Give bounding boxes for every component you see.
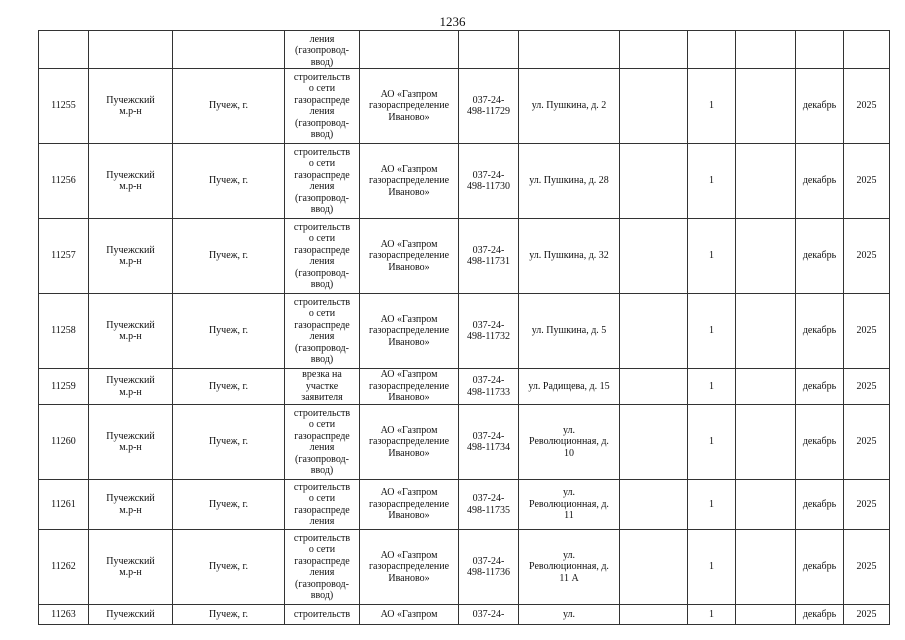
cell-code (459, 31, 519, 69)
cell-empty-1 (620, 144, 688, 219)
cell-address: ул. (519, 605, 620, 625)
table-row (39, 480, 890, 530)
cell-num: 11257 (39, 219, 89, 294)
table-row (39, 369, 890, 405)
cell-empty-2 (736, 294, 796, 369)
cell-locality: Пучеж, г. (173, 530, 285, 605)
cell-qty: 1 (688, 219, 736, 294)
cell-district: Пучежский м.р-н (89, 69, 173, 144)
cell-org: АО «Газпром газораспределение Иваново» (360, 144, 459, 219)
cell-purpose: строительств о сети газораспреде ления (285, 480, 360, 530)
cell-empty-2 (736, 605, 796, 625)
cell-num: 11263 (39, 605, 89, 625)
cell-month: декабрь (796, 405, 844, 480)
cell-purpose: строительств (285, 605, 360, 625)
table-row (39, 405, 890, 480)
cell-address: ул. Пушкина, д. 32 (519, 219, 620, 294)
cell-empty-2 (736, 69, 796, 144)
table-row-continuation (39, 31, 890, 69)
cell-qty: 1 (688, 405, 736, 480)
cell-purpose: строительств о сети газораспреде ления (газопровод- ввод) (285, 144, 360, 219)
cell-empty-2 (736, 31, 796, 69)
cell-year: 2025 (844, 294, 890, 369)
cell-address: ул. Радищева, д. 15 (519, 369, 620, 405)
cell-code: 037-24- 498-11730 (459, 144, 519, 219)
cell-org: АО «Газпром газораспределение Иваново» (360, 369, 459, 405)
cell-num: 11255 (39, 69, 89, 144)
cell-code: 037-24- 498-11735 (459, 480, 519, 530)
cell-code: 037-24- 498-11733 (459, 369, 519, 405)
cell-code: 037-24- 498-11731 (459, 219, 519, 294)
cell-num: 11259 (39, 369, 89, 405)
page-number: 1236 (439, 14, 466, 29)
cell-empty-1 (620, 294, 688, 369)
cell-empty-1 (620, 530, 688, 605)
cell-num: 11256 (39, 144, 89, 219)
cell-qty: 1 (688, 605, 736, 625)
cell-district: Пучежский м.р-н (89, 369, 173, 405)
cell-empty-1 (620, 31, 688, 69)
cell-num: 11261 (39, 480, 89, 530)
cell-empty-1 (620, 69, 688, 144)
cell-purpose: строительств о сети газораспреде ления (газопровод- ввод) (285, 294, 360, 369)
cell-district: Пучежский м.р-н (89, 530, 173, 605)
cell-locality: Пучеж, г. (173, 294, 285, 369)
cell-empty-2 (736, 480, 796, 530)
cell-address: ул. Пушкина, д. 5 (519, 294, 620, 369)
registry-table (38, 30, 890, 625)
cell-district (89, 31, 173, 69)
cell-month: декабрь (796, 605, 844, 625)
cell-qty: 1 (688, 369, 736, 405)
cell-purpose: врезка на участке заявителя (285, 369, 360, 405)
cell-empty-2 (736, 405, 796, 480)
cell-locality: Пучеж, г. (173, 69, 285, 144)
cell-empty-1 (620, 480, 688, 530)
cell-locality: Пучеж, г. (173, 605, 285, 625)
cell-year: 2025 (844, 144, 890, 219)
table-row (39, 530, 890, 605)
cell-year: 2025 (844, 369, 890, 405)
cell-purpose: строительств о сети газораспреде ления (газопровод- ввод) (285, 530, 360, 605)
cell-district: Пучежский м.р-н (89, 219, 173, 294)
cell-month: декабрь (796, 369, 844, 405)
cell-empty-1 (620, 605, 688, 625)
cell-year: 2025 (844, 405, 890, 480)
cell-qty (688, 31, 736, 69)
cell-month: декабрь (796, 69, 844, 144)
cell-empty-2 (736, 144, 796, 219)
cell-locality (173, 31, 285, 69)
table-row (39, 144, 890, 219)
cell-locality: Пучеж, г. (173, 369, 285, 405)
cell-locality: Пучеж, г. (173, 480, 285, 530)
cell-year: 2025 (844, 69, 890, 144)
cell-qty: 1 (688, 69, 736, 144)
cell-num: 11258 (39, 294, 89, 369)
cell-purpose: строительств о сети газораспреде ления (газопровод- ввод) (285, 219, 360, 294)
cell-empty-2 (736, 369, 796, 405)
cell-year: 2025 (844, 530, 890, 605)
cell-org: АО «Газпром газораспределение Иваново» (360, 530, 459, 605)
cell-address: ул. Революционная, д. 10 (519, 405, 620, 480)
cell-month: декабрь (796, 294, 844, 369)
table-row (39, 605, 890, 625)
cell-org: АО «Газпром газораспределение Иваново» (360, 405, 459, 480)
cell-district: Пучежский м.р-н (89, 294, 173, 369)
cell-org: АО «Газпром газораспределение Иваново» (360, 480, 459, 530)
table-row (39, 69, 890, 144)
cell-org: АО «Газпром газораспределение Иваново» (360, 219, 459, 294)
cell-purpose: строительств о сети газораспреде ления (газопровод- ввод) (285, 405, 360, 480)
cell-purpose: строительств о сети газораспреде ления (газопровод- ввод) (285, 69, 360, 144)
cell-locality: Пучеж, г. (173, 144, 285, 219)
cell-code: 037-24- 498-11732 (459, 294, 519, 369)
cell-code: 037-24- (459, 605, 519, 625)
cell-org: АО «Газпром (360, 605, 459, 625)
cell-purpose: ления (газопровод- ввод) (285, 31, 360, 69)
cell-district: Пучежский (89, 605, 173, 625)
cell-empty-2 (736, 219, 796, 294)
cell-address: ул. Пушкина, д. 28 (519, 144, 620, 219)
cell-code: 037-24- 498-11736 (459, 530, 519, 605)
cell-district: Пучежский м.р-н (89, 480, 173, 530)
cell-locality: Пучеж, г. (173, 219, 285, 294)
cell-year (844, 31, 890, 69)
cell-year: 2025 (844, 219, 890, 294)
cell-code: 037-24- 498-11734 (459, 405, 519, 480)
cell-empty-2 (736, 530, 796, 605)
cell-empty-1 (620, 219, 688, 294)
cell-year: 2025 (844, 605, 890, 625)
cell-year: 2025 (844, 480, 890, 530)
cell-address: ул. Пушкина, д. 2 (519, 69, 620, 144)
cell-empty-1 (620, 369, 688, 405)
cell-address: ул. Революционная, д. 11 (519, 480, 620, 530)
cell-address (519, 31, 620, 69)
table-row (39, 219, 890, 294)
cell-month: декабрь (796, 530, 844, 605)
cell-locality: Пучеж, г. (173, 405, 285, 480)
cell-qty: 1 (688, 294, 736, 369)
cell-district: Пучежский м.р-н (89, 144, 173, 219)
cell-org: АО «Газпром газораспределение Иваново» (360, 69, 459, 144)
cell-month: декабрь (796, 144, 844, 219)
cell-org: АО «Газпром газораспределение Иваново» (360, 294, 459, 369)
cell-month (796, 31, 844, 69)
cell-district: Пучежский м.р-н (89, 405, 173, 480)
cell-org (360, 31, 459, 69)
cell-month: декабрь (796, 219, 844, 294)
cell-num: 11260 (39, 405, 89, 480)
cell-month: декабрь (796, 480, 844, 530)
cell-empty-1 (620, 405, 688, 480)
cell-code: 037-24- 498-11729 (459, 69, 519, 144)
cell-num: 11262 (39, 530, 89, 605)
cell-num (39, 31, 89, 69)
table-row (39, 294, 890, 369)
cell-qty: 1 (688, 530, 736, 605)
cell-qty: 1 (688, 144, 736, 219)
cell-address: ул. Революционная, д. 11 А (519, 530, 620, 605)
cell-qty: 1 (688, 480, 736, 530)
